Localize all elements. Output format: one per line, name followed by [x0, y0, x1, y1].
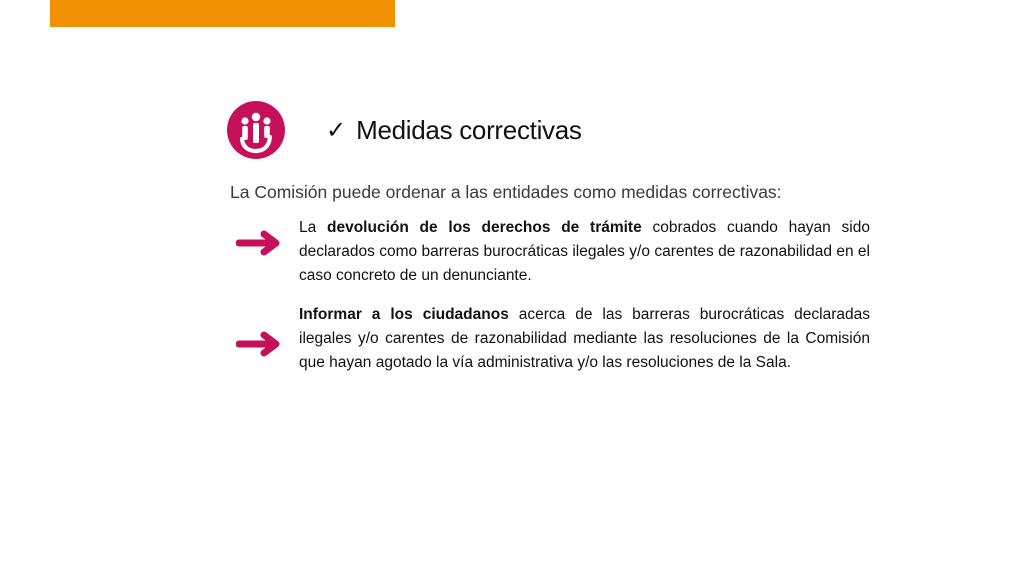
list-item	[299, 303, 870, 375]
item-bold-text: Informar a los ciudadanos	[299, 306, 509, 323]
indecopi-logo-icon	[226, 100, 286, 160]
right-arrow-icon	[236, 331, 282, 357]
item-lead: La	[299, 219, 327, 236]
right-arrow-icon	[236, 230, 282, 256]
slide-title: Medidas correctivas	[356, 114, 582, 145]
list-item	[299, 216, 870, 288]
intro-text: La Comisión puede ordenar a las entidades como medidas correctivas:	[230, 182, 782, 202]
title-row	[326, 110, 582, 150]
top-accent-bar	[50, 0, 395, 27]
item-bold-text: devolución de los derechos de trámite	[327, 219, 642, 236]
item-text: cobrados cuando hayan sido declarados como barreras burocráticas ilegales y/o carentes de razonabilidad en el caso concreto de un denunciante.	[299, 219, 870, 284]
item-text: acerca de las barreras burocráticas declaradas ilegales y/o carentes de razonabilidad mediante las resoluciones de la Comisión que hayan agotado la vía administrativa y/o las resoluciones de la Sala.	[299, 306, 870, 371]
checkmark-icon: ✓	[326, 116, 347, 144]
